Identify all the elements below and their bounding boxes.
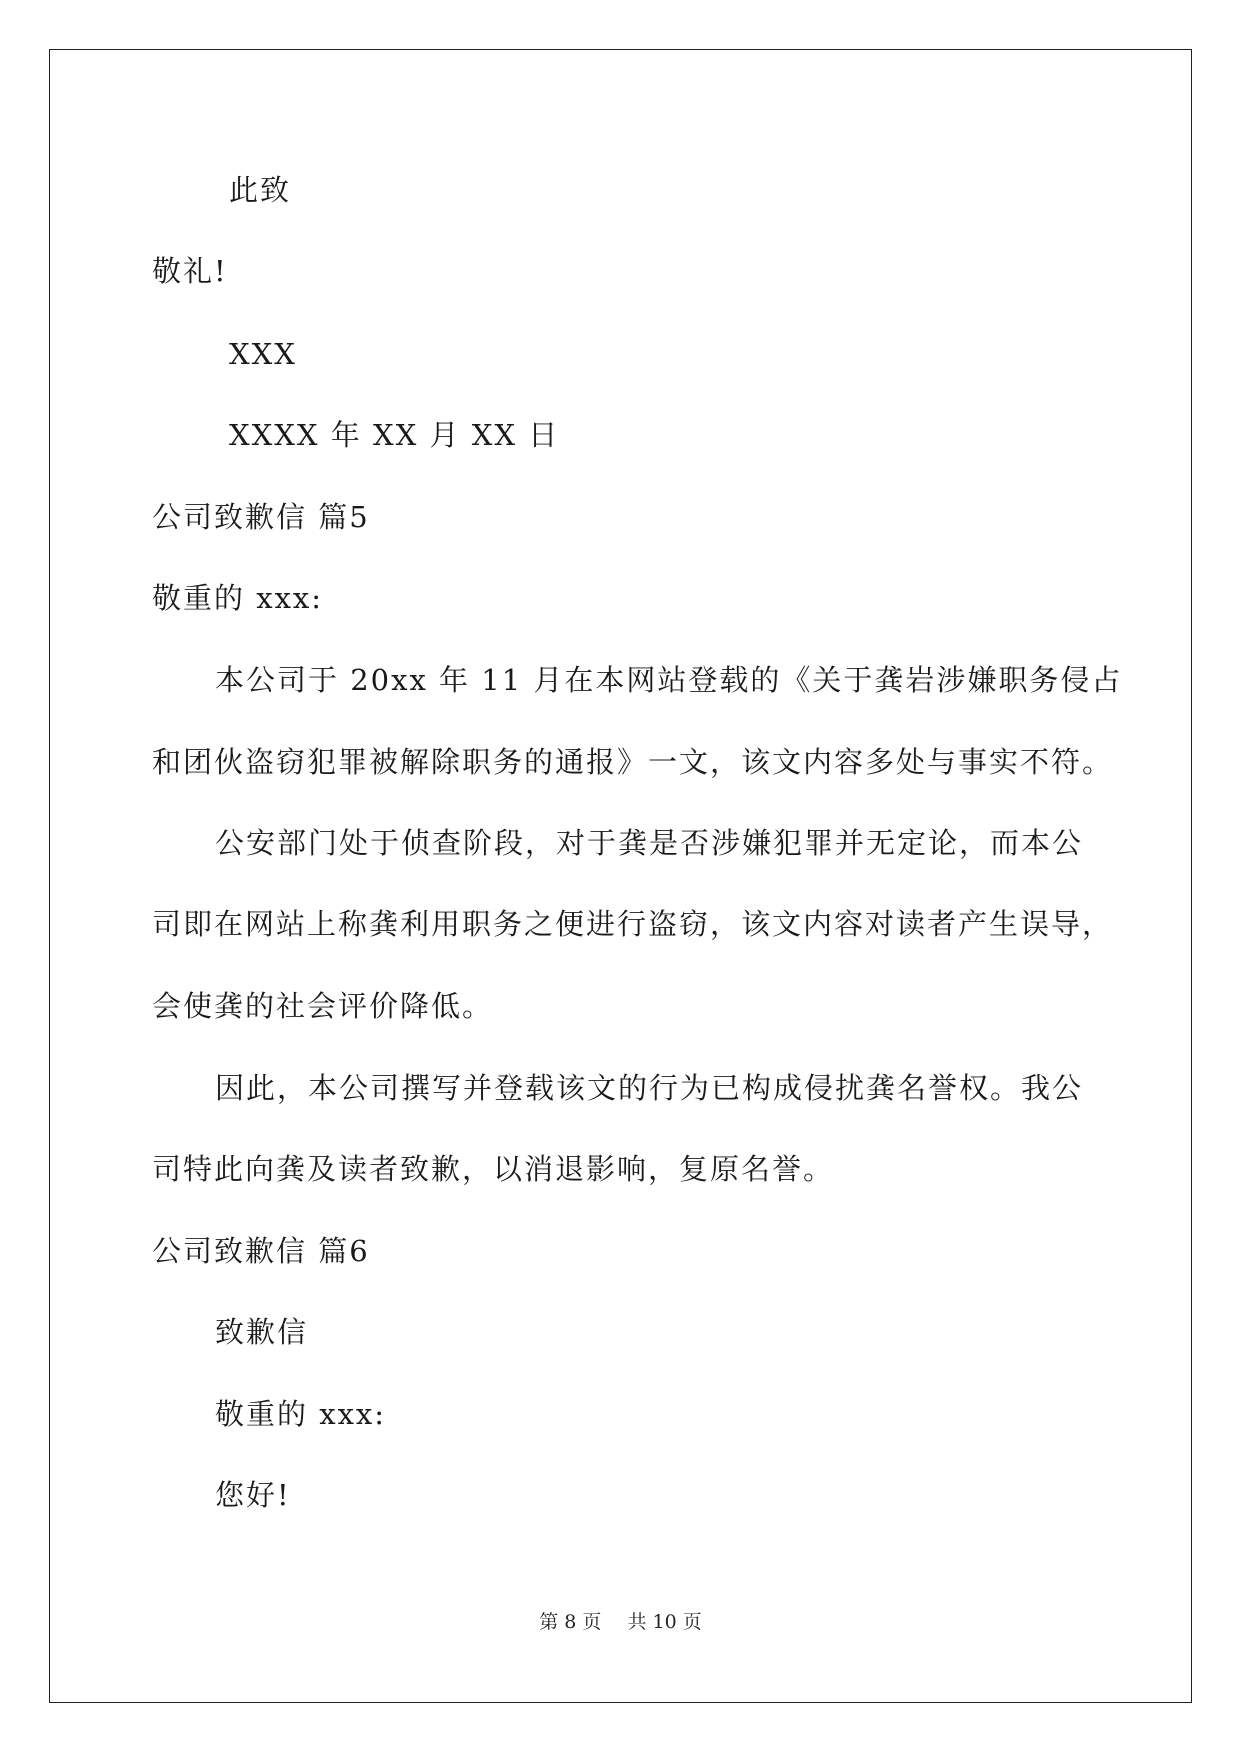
page-total: 共 10 页 (627, 1611, 702, 1633)
closing-cizhi: 此致 (229, 173, 292, 207)
paragraph-3-line-1: 因此，本公司撰写并登载该文的行为已构成侵扰龚名誉权。我公 (215, 1071, 1084, 1105)
paragraph-1-line-1: 本公司于 20xx 年 11 月在本网站登载的《关于龚岩涉嫌职务侵占 (215, 663, 1123, 697)
signature-date: XXXX 年 XX 月 XX 日 (229, 418, 560, 452)
page-border (49, 49, 1192, 1703)
paragraph-2-line-2: 司即在网站上称龚利用职务之便进行盗窃，该文内容对读者产生误导， (152, 907, 1114, 941)
page-number: 第 8 页 (539, 1611, 602, 1633)
salutation: 敬重的 xxx: (152, 581, 324, 615)
section-heading-5: 公司致歉信 篇5 (152, 500, 370, 534)
section-heading-6: 公司致歉信 篇6 (152, 1234, 370, 1268)
paragraph-3-line-2: 司特此向龚及读者致歉，以消退影响，复原名誉。 (152, 1152, 835, 1186)
signature-name: XXX (229, 337, 297, 371)
paragraph-2-line-1: 公安部门处于侦查阶段，对于龚是否涉嫌犯罪并无定论，而本公 (215, 826, 1084, 860)
salutation-2: 敬重的 xxx: (215, 1397, 387, 1431)
paragraph-1-line-2: 和团伙盗窃犯罪被解除职务的通报》一文，该文内容多处与事实不符。 (152, 745, 1114, 779)
page-footer (0, 1610, 1241, 1634)
letter-title: 致歉信 (215, 1315, 309, 1349)
greeting: 您好! (215, 1478, 291, 1512)
paragraph-2-line-3: 会使龚的社会评价降低。 (152, 989, 494, 1023)
closing-jingli: 敬礼! (152, 254, 228, 288)
